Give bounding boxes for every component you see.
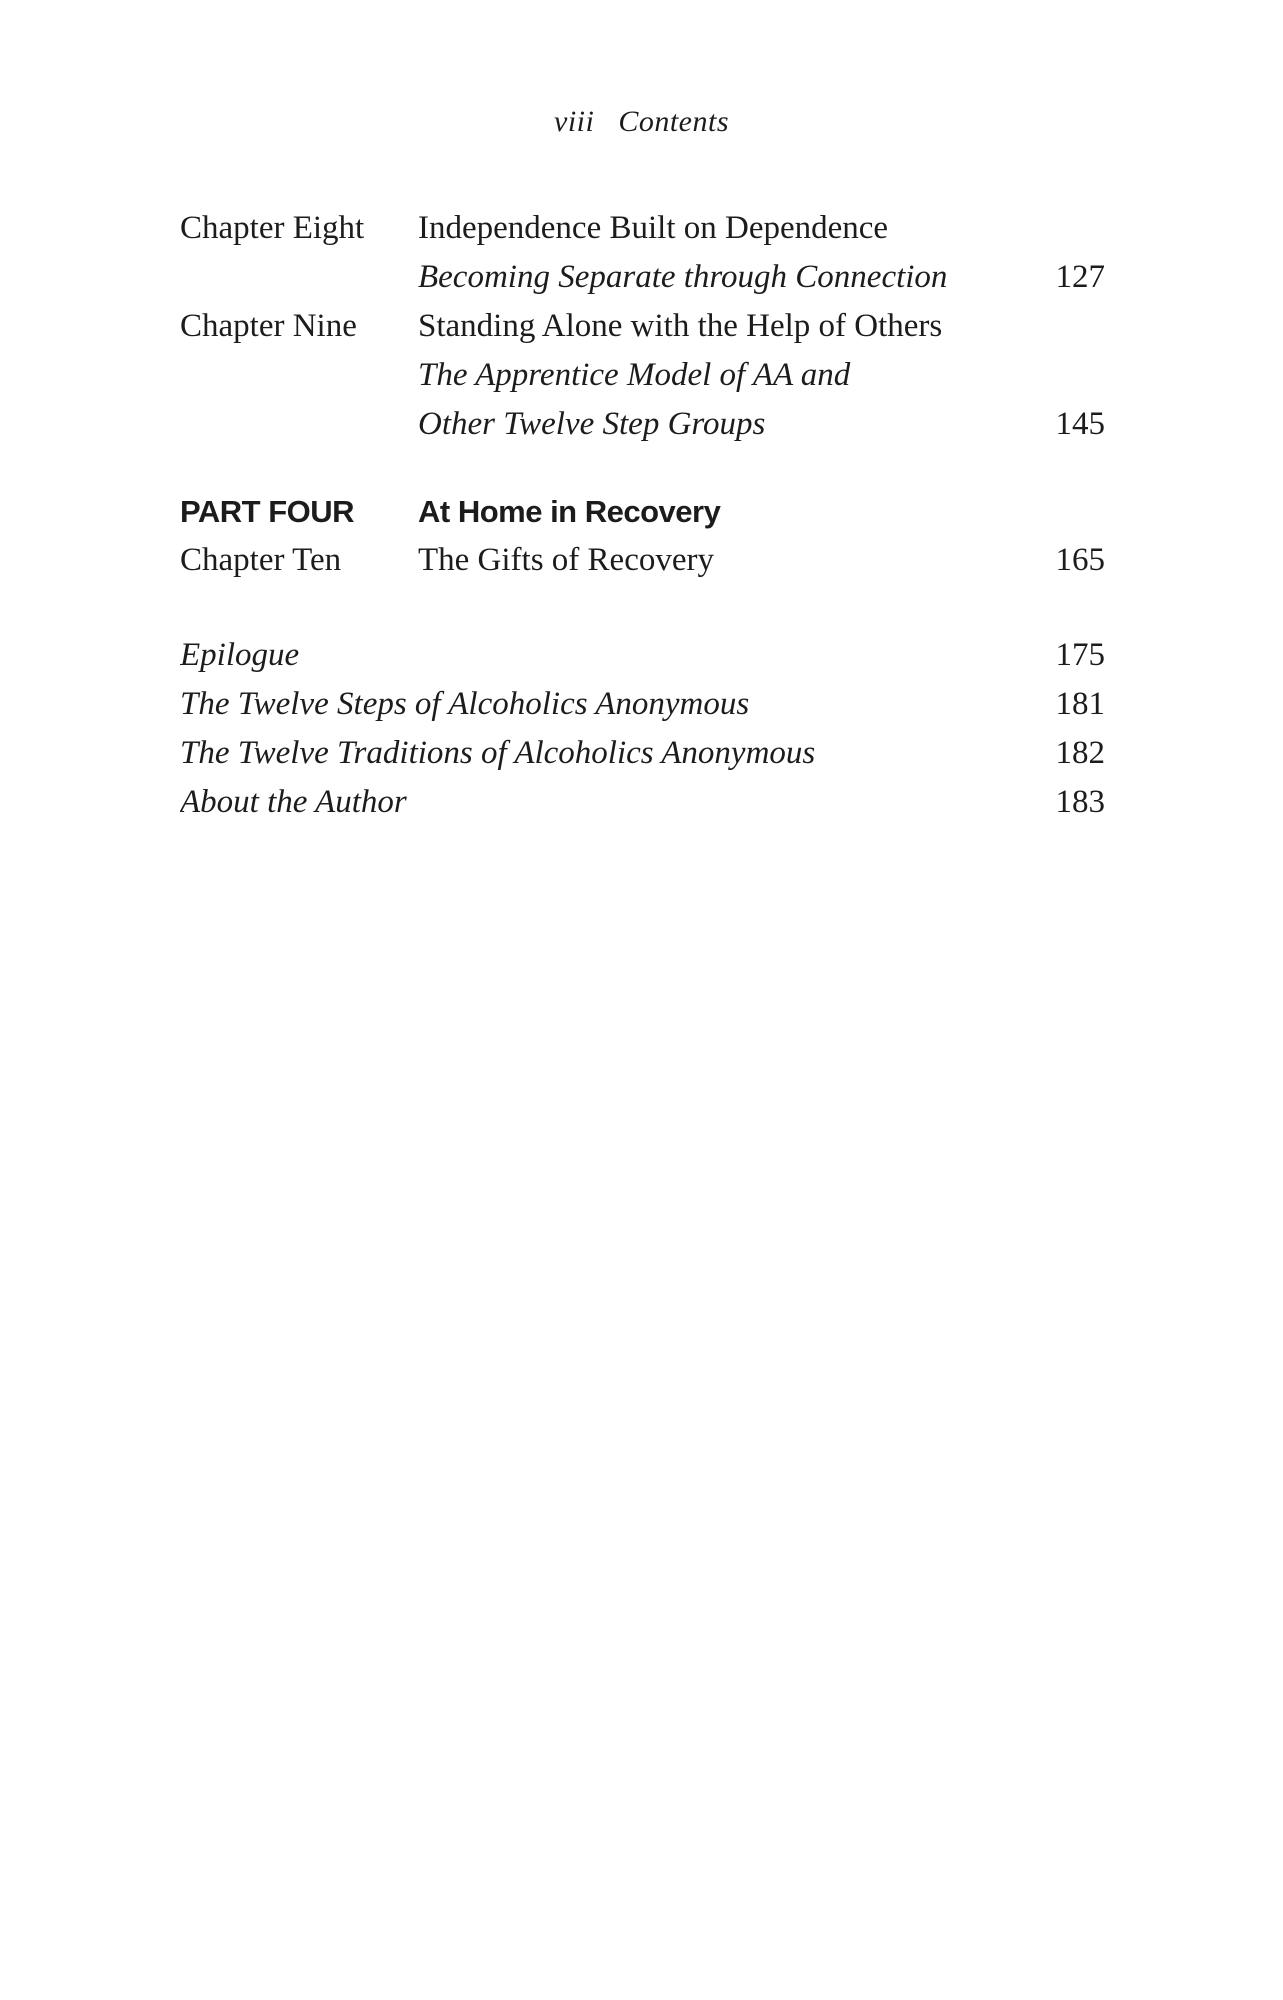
toc-row [180,400,1105,449]
chapter-label: Chapter Nine [180,308,357,344]
chapter-label: Chapter Eight [180,210,365,246]
folio-page-number: viii [554,105,595,138]
chapter-title: Standing Alone with the Help of Others [418,308,943,344]
chapter-subtitle: The Apprentice Model of AA and [418,357,851,393]
back-matter-title: Epilogue [180,637,300,673]
toc-row [180,351,1105,400]
running-header [0,104,1283,140]
back-matter-row [180,778,1105,827]
chapter-subtitle: Becoming Separate through Connection [418,259,948,295]
toc-part-row [180,487,1105,536]
chapter-title: The Gifts of Recovery [418,542,714,578]
toc-row [180,302,1105,351]
chapter-subtitle: Other Twelve Step Groups [418,406,766,442]
toc-row [180,536,1105,585]
table-of-contents [180,204,1105,827]
part-label: PART FOUR [180,494,355,529]
chapter-label: Chapter Ten [180,542,342,578]
page-number: 175 [1055,637,1105,673]
page-number: 145 [1055,406,1105,442]
back-matter-title: The Twelve Steps of Alcoholics Anonymous [180,686,750,722]
toc-row [180,253,1105,302]
part-title: At Home in Recovery [418,494,721,529]
page-number: 127 [1055,259,1105,295]
back-matter-title: About the Author [180,784,407,820]
back-matter-title: The Twelve Traditions of Alcoholics Anonymous [180,735,816,771]
back-matter-row [180,729,1105,778]
chapter-title: Independence Built on Dependence [418,210,889,246]
toc-row [180,204,1105,253]
page-title: Contents [618,105,729,138]
page-number: 182 [1055,735,1105,771]
page-number: 183 [1055,784,1105,820]
back-matter-row [180,631,1105,680]
page-number: 181 [1055,686,1105,722]
back-matter-row [180,680,1105,729]
page-number: 165 [1055,542,1105,578]
